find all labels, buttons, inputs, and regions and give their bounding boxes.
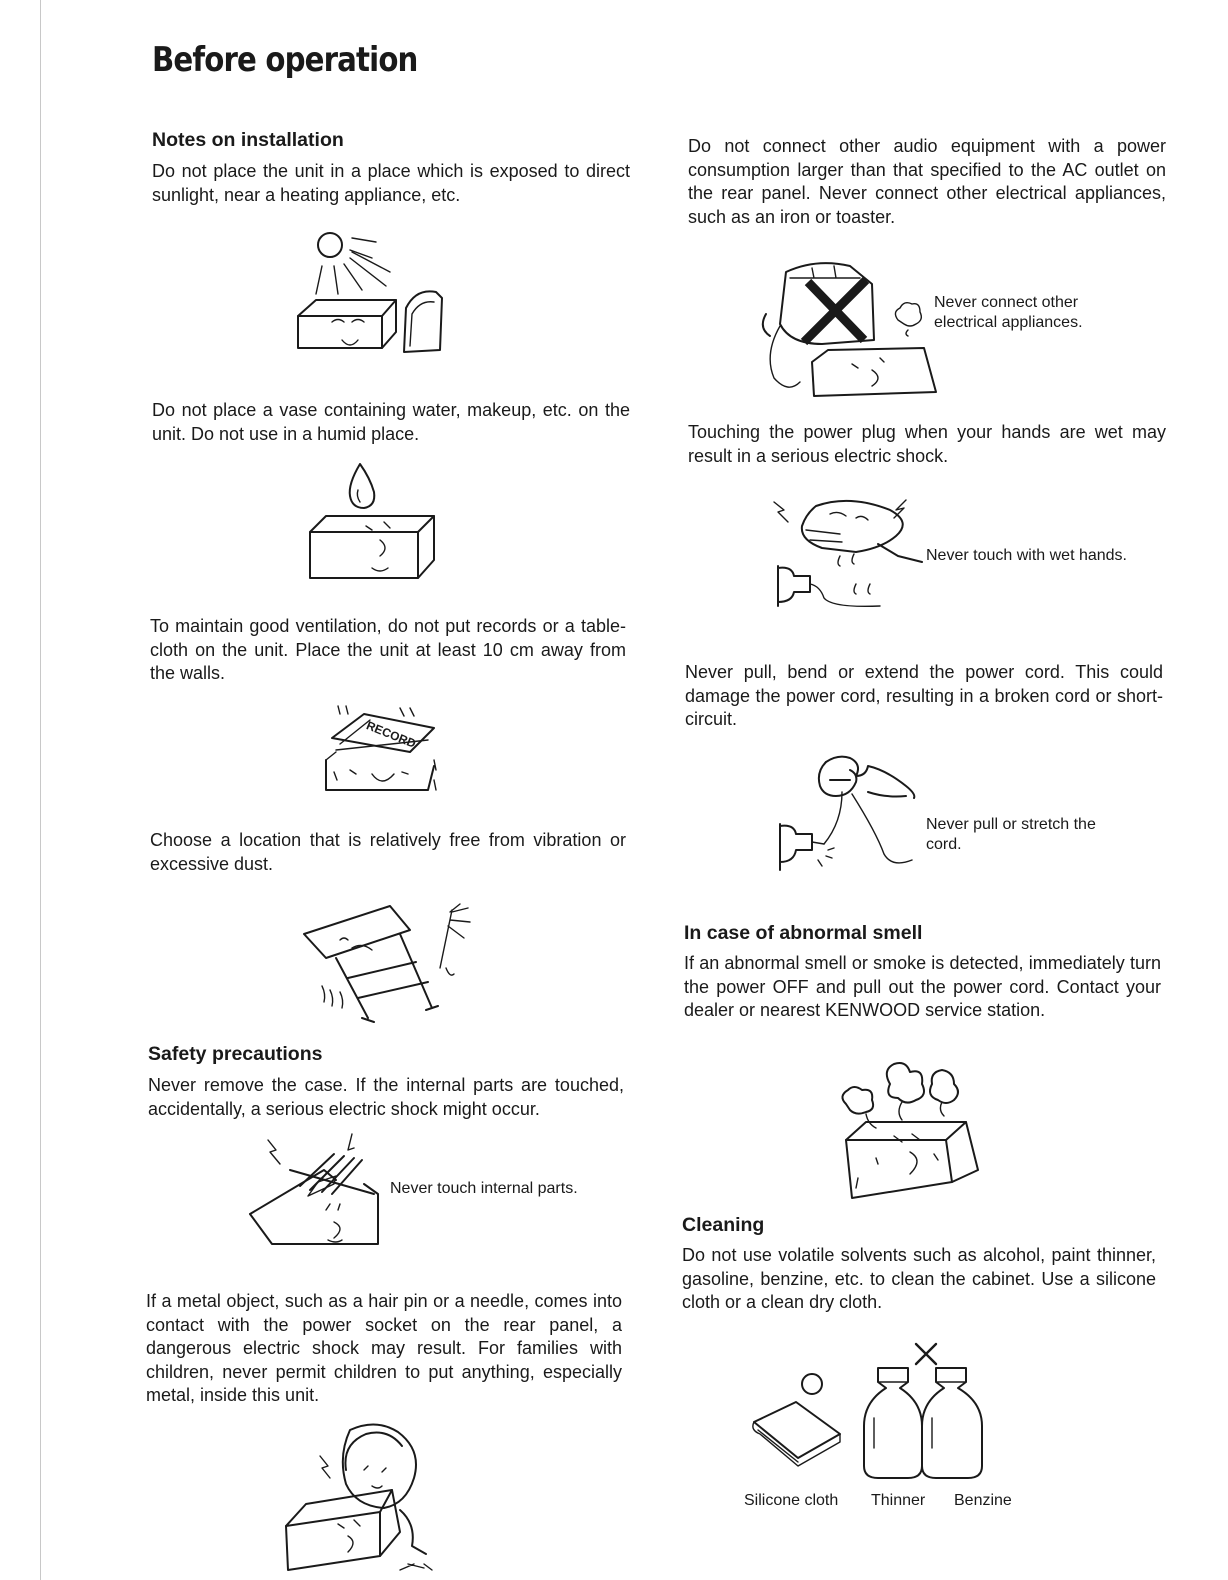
heading-installation: Notes on installation [152, 129, 344, 151]
caption-never-touch-wet: Never touch with wet hands. [926, 547, 1127, 564]
smoke-puff-icon [888, 298, 928, 338]
installation-paragraph-humid: Do not place a vase containing water, makeup, etc. on the unit. Do not use in a humid place. [152, 400, 630, 444]
cleaning-illustration [746, 1338, 996, 1488]
smell-paragraph: If an abnormal smell or smoke is detected, immediately turn the power OFF and pull out the power cord. Contact your dealer or nearest KENWOOD service station. [684, 953, 1161, 1020]
heading-cleaning: Cleaning [682, 1214, 765, 1236]
sunlight-heater-illustration [286, 228, 456, 368]
record-on-unit-illustration [310, 700, 450, 800]
record-label-text: RECORD [364, 718, 418, 751]
not-allowed-cross-icon [916, 1344, 936, 1364]
heading-safety: Safety precautions [148, 1043, 323, 1065]
installation-paragraph-ventilation: To maintain good ventilation, do not put records or a table-cloth on the unit. Place the unit at least 10 cm away from the walls. [150, 616, 626, 683]
benzine-bottle-icon [922, 1368, 982, 1478]
wet-hand-plug-illustration [770, 496, 926, 618]
child-illustration [276, 1414, 446, 1576]
thinner-bottle-icon [864, 1368, 922, 1478]
page-title: Before operation [152, 40, 418, 80]
power-paragraph-wet-hands: Touching the power plug when your hands are wet may result in a serious electric shock. [688, 422, 1166, 466]
installation-paragraph-sunlight: Do not place the unit in a place which is exposed to direct sunlight, near a heating appliance, etc. [152, 161, 630, 205]
smoking-unit-illustration [836, 1058, 984, 1204]
ok-circle-icon [802, 1374, 822, 1394]
label-silicone-cloth: Silicone cloth [744, 1492, 839, 1509]
cleaning-paragraph: Do not use volatile solvents such as alcohol, paint thinner, gasoline, benzine, etc. to clean the cabinet. Use a silicone cloth or a clean dry cloth. [682, 1245, 1156, 1312]
safety-paragraph-case: Never remove the case. If the internal parts are touched, accidentally, a serious electric shock might occur. [148, 1075, 624, 1119]
wobbly-stand-illustration [300, 898, 476, 1026]
label-thinner: Thinner [871, 1492, 926, 1509]
internal-parts-illustration [244, 1130, 388, 1252]
heading-abnormal-smell: In case of abnormal smell [684, 922, 923, 944]
installation-paragraph-vibration: Choose a location that is relatively free from vibration or excessive dust. [150, 830, 626, 874]
caption-never-touch-internal: Never touch internal parts. [390, 1180, 578, 1197]
pulling-cord-illustration [776, 752, 920, 878]
page-edge-line [40, 0, 41, 1580]
safety-paragraph-metal-object: If a metal object, such as a hair pin or a needle, comes into contact with the power socket on the rear panel, a dangerous electric shock may result. For families with children, never permit children to put anything, especially metal, inside this unit. [146, 1291, 622, 1405]
power-paragraph-audio-equipment: Do not connect other audio equipment with a power consumption larger than that specified to the AC outlet on the rear panel. Never connect other electrical appliances, such as an iron or toaster. [688, 136, 1166, 227]
water-drop-illustration [306, 460, 440, 584]
caption-never-connect-appliances: Never connect other electrical appliances. [934, 294, 1083, 331]
label-benzine: Benzine [954, 1492, 1012, 1509]
caption-never-pull-cord: Never pull or stretch the cord. [926, 816, 1096, 853]
power-paragraph-pull-cord: Never pull, bend or extend the power cord. This could damage the power cord, resulting in a broken cord or short-circuit. [685, 662, 1163, 729]
